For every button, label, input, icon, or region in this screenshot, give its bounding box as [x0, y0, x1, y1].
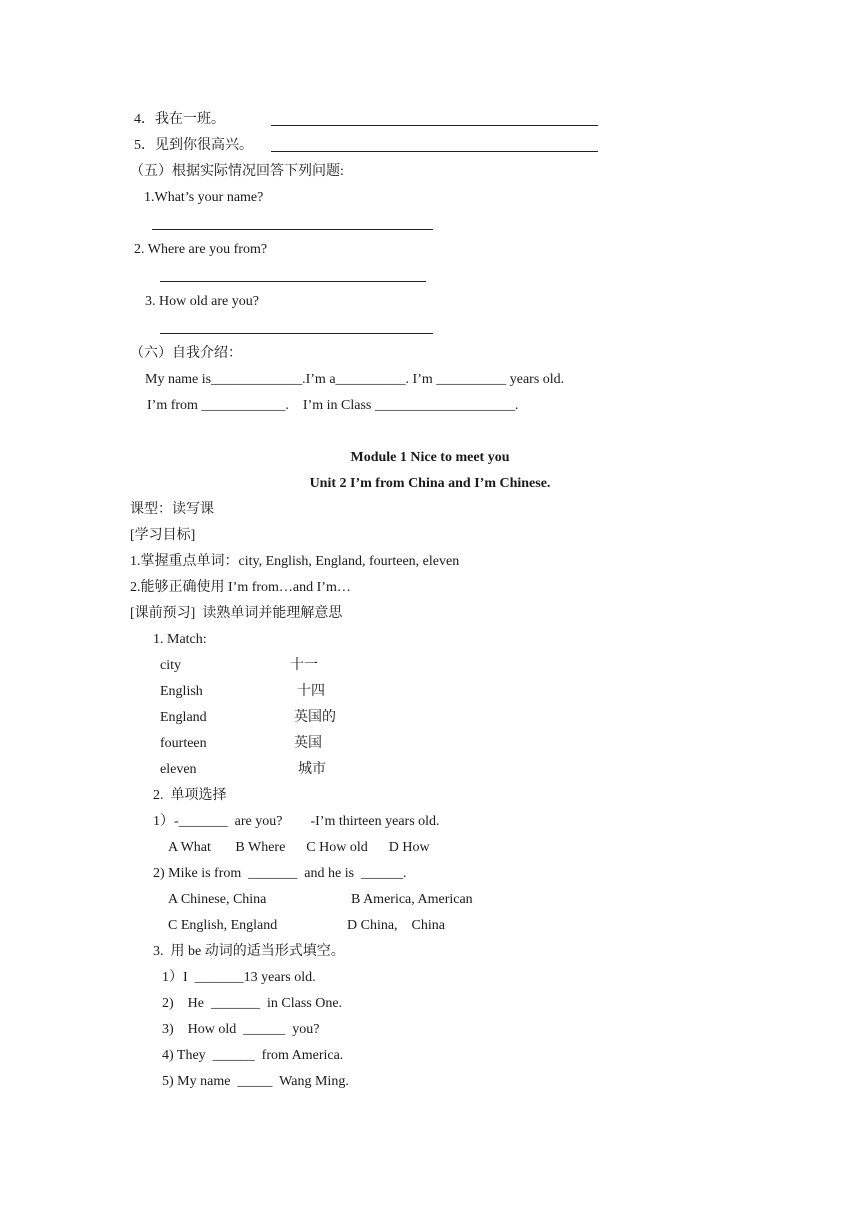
translation-item-5: 5．见到你很高兴。 — [134, 138, 253, 153]
choice-options-1: A What B Where C How old D How — [168, 840, 430, 855]
choice-option-c: C English, England — [168, 918, 278, 933]
answer-line-4 — [271, 125, 598, 126]
lesson-type: 课型：读写课 — [130, 502, 214, 517]
section5-heading: （五）根据实际情况回答下列问题: — [130, 164, 344, 179]
match-word-en: English — [160, 684, 203, 699]
fill-item-2: 2) He _______ in Class One. — [162, 996, 343, 1011]
choice-option-d: D China, China — [347, 918, 445, 933]
answer-line-q1 — [152, 229, 433, 230]
choice-option-b: B America, American — [351, 892, 473, 907]
match-word-zh: 十一 — [290, 658, 318, 673]
objectives-label: [学习目标] — [130, 528, 196, 543]
translation-item-4: 4．我在一班。 — [134, 112, 225, 127]
match-word-en: eleven — [160, 762, 197, 777]
fill-item-3: 3) How old ______ you? — [162, 1022, 320, 1037]
module-title: Module 1 Nice to meet you — [350, 450, 510, 465]
match-word-zh: 城市 — [298, 762, 326, 777]
fill-heading: 3. 用 be 动词的适当形式填空。 — [153, 944, 345, 959]
preview-label: [课前预习] 读熟单词并能理解意思 — [130, 606, 343, 621]
objective-2: 2.能够正确使用 I’m from…and I’m… — [130, 580, 351, 595]
self-intro-line-1: My name is_____________.I’m a__________. I’m __________ years old. — [145, 372, 565, 387]
match-word-zh: 英国的 — [294, 710, 336, 725]
self-intro-line-2: I’m from ____________. I’m in Class ____________________. — [147, 398, 519, 413]
fill-item-4: 4) They ______ from America. — [162, 1048, 344, 1063]
fill-item-5: 5) My name _____ Wang Ming. — [162, 1074, 349, 1089]
answer-line-q3 — [160, 333, 433, 334]
answer-line-5 — [271, 151, 598, 152]
unit-title: Unit 2 I’m from China and I’m Chinese. — [309, 476, 551, 491]
choice-heading: 2. 单项选择 — [153, 788, 227, 803]
question-1: 1.What’s your name? — [144, 190, 264, 205]
objective-1: 1.掌握重点单词：city, English, England, fourteen, eleven — [130, 554, 460, 569]
choice-option-a: A Chinese, China — [168, 892, 267, 907]
match-word-en: fourteen — [160, 736, 207, 751]
question-2: 2. Where are you from? — [134, 242, 268, 257]
choice-question-1: 1）-_______ are you? -I’m thirteen years old. — [153, 814, 440, 829]
section6-heading: （六）自我介绍： — [130, 346, 242, 361]
match-word-en: city — [160, 658, 181, 673]
match-heading: 1. Match: — [153, 632, 207, 647]
fill-item-1: 1）I _______13 years old. — [162, 970, 316, 985]
choice-question-2: 2) Mike is from _______ and he is ______. — [153, 866, 407, 881]
match-word-en: England — [160, 710, 207, 725]
answer-line-q2 — [160, 281, 426, 282]
question-3: 3. How old are you? — [145, 294, 259, 309]
match-word-zh: 英国 — [294, 736, 322, 751]
match-word-zh: 十四 — [297, 684, 325, 699]
